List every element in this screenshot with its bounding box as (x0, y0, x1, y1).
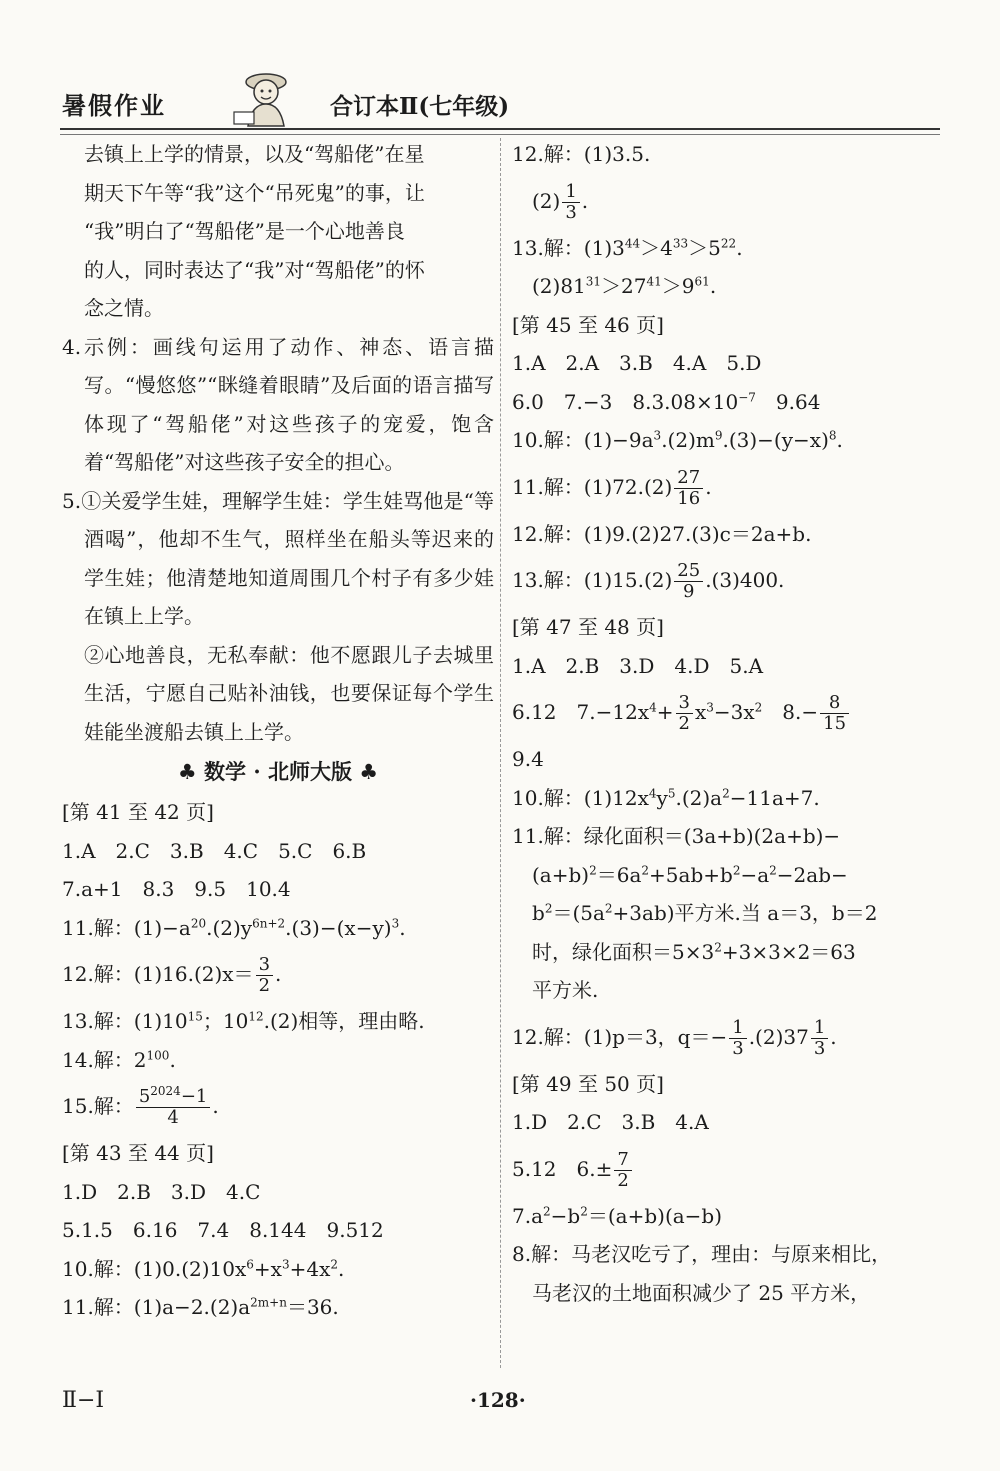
s41-q11: 11.解：$(1)-a^{20}.(2)y^{6n+2}.(3)-(x-y)^3$. (62, 915, 406, 940)
fraction: $\frac{5^{2024}-1}{4}$ (136, 1087, 211, 1128)
s49-line1: 1.D 2.C 3.B 4.A (512, 1110, 709, 1134)
r-q12b: (2) $\frac{1}{3}$ . (532, 180, 589, 223)
s49-q8-l2: 马老汉的土地面积减少了 25 平方米， (532, 1280, 871, 1305)
subject-heading: ♣ 数学 · 北师大版 ♣ (177, 759, 379, 784)
answer-3-cont: 去镇上上学的情景，以及“驾船佬”在星 期天下午等“我”这个“吊死鬼”的事，让 “我”明白了“驾船佬”是一个心地善良 的人，同时表达了“我”对“驾船佬”的怀 念之情。 (84, 142, 425, 320)
section-47-title: [第 47 至 48 页] (512, 615, 664, 639)
s47-line2: 6.12 $7.-12x^4+$ $\frac{3}{2}$ $x^3-3x^2$ 8.− $\frac{8}{15}$ (512, 685, 944, 740)
s47-q10: 10.解：$(1)12x^4y^5.(2)a^2-11a+7$. (512, 785, 820, 810)
s41-q12: 12.解：(1)16.(2)x＝ $\frac{3}{2}$ . (62, 954, 282, 996)
s41-q13: 13.解：$(1)10^{15}$；$10^{12}.(2)$相等，理由略. (62, 1009, 425, 1033)
brand-title: 暑假作业 (62, 91, 166, 120)
footer-code: Ⅱ−Ⅰ (62, 1388, 105, 1413)
s45-q10: 10.解：$(1)-9a^3.(2)m^9.(3)-(y-x)^8$. (512, 428, 843, 452)
section-45-title: [第 45 至 46 页] (512, 312, 664, 337)
section-43-title: [第 43 至 44 页] (62, 1141, 214, 1165)
s41-line2: 7.a+1 8.3 9.5 10.4 (62, 877, 291, 901)
s49-q8-l1: 8.解：马老汉吃亏了，理由：与原来相比， (512, 1242, 892, 1266)
r-q12a: 12.解：(1)3.5. (512, 142, 651, 166)
s43-q10: 10.解：$(1)0.(2)10x^6+x^3+4x^2$. (62, 1256, 345, 1281)
fraction: $\frac{25}{9}$ (674, 561, 703, 602)
s43-line1: 1.D 2.B 3.D 4.C (62, 1179, 261, 1204)
fraction: $\frac{3}{2}$ (676, 693, 693, 734)
s47-line3: 9.4 (512, 747, 544, 771)
s47-q11-l1: 11.解：绿化面积＝(3a+b)(2a+b)− (512, 824, 841, 848)
section-41-title: [第 41 至 42 页] (62, 800, 214, 824)
s45-line2: 6.0 7.−3 $8.3.08\times 10^{-7}$ 9.64 (512, 389, 821, 414)
s45-q12: 12.解：(1)9.(2)27.(3)c＝2a+b. (512, 521, 812, 546)
s41-line1: 1.A 2.C 3.B 4.C 5.C 6.B (62, 838, 367, 863)
header-rule (60, 128, 940, 135)
s47-q11-l5: 平方米. (532, 978, 599, 1002)
fraction: $\frac{1}{3}$ (811, 1018, 828, 1059)
fraction: $\frac{7}{2}$ (614, 1150, 631, 1191)
r-q13a: 13.解：$(1)3^{44}>4^{33}>5^{22}$. (512, 235, 743, 260)
column-divider (500, 138, 501, 1368)
page-header (60, 60, 940, 130)
fraction: $\frac{8}{15}$ (820, 693, 849, 734)
edition-title: 合订本Ⅱ(七年级) (330, 93, 510, 120)
s45-line1: 1.A 2.A 3.B 4.A 5.D (512, 351, 762, 375)
s41-q14: 14.解：$2^{100}$. (62, 1047, 176, 1072)
fraction: $\frac{3}{2}$ (256, 955, 273, 996)
s47-line1: 1.A 2.B 3.D 4.D 5.A (512, 653, 764, 678)
s43-line2: 5.1.5 6.16 7.4 8.144 9.512 (62, 1218, 384, 1242)
fraction: $\frac{1}{3}$ (729, 1018, 746, 1059)
answer-4: 4.示例：画线句运用了动作、神态、语言描写。“慢悠悠”“眯缝着眼睛”及后面的语言描写体现了“驾船佬”对这些孩子的宠爱，饱含着“驾船佬”对这些孩子安全的担心。 (62, 334, 494, 474)
fraction: $\frac{1}{3}$ (562, 182, 579, 223)
s49-line3: $7.a^2-b^2=(a+b)(a-b)$ (512, 1203, 723, 1228)
answer-5b: ②心地善良，无私奉献：他不愿跟儿子去城里生活，宁愿自己贴补油钱，也要保证每个学生娃能坐渡船去镇上上学。 (84, 642, 494, 744)
fraction: $\frac{27}{16}$ (674, 468, 703, 509)
s47-q11-l2: $(a+b)^2=6a^2+5ab+b^2-a^2-2ab-$ (532, 862, 848, 887)
s47-q11-l3: $b^2=(5a^2+3ab)$平方米.当 a＝3，b＝2 (532, 901, 878, 925)
s43-q11: 11.解：$(1)a-2.(2)a^{2m+n}=36$. (62, 1295, 339, 1319)
s47-q12: 12.解：(1)p＝3，q＝− $\frac{1}{3}$ .(2)37 $\frac{1}{3}$ . (512, 1016, 837, 1059)
s45-q13: 13.解：(1)15.(2) $\frac{25}{9}$ .(3)400. (512, 560, 785, 602)
section-49-title: [第 49 至 50 页] (512, 1071, 664, 1096)
s45-q11: 11.解：(1)72.(2) $\frac{27}{16}$ . (512, 466, 712, 509)
s49-line2: 5.12 6.± $\frac{7}{2}$ (512, 1142, 944, 1197)
left-column (62, 135, 494, 1327)
answer-5a: 5.①关爱学生娃，理解学生娃：学生娃骂他是“等酒喝”，他却不生气，照样坐在船头等迟来的学生娃；他清楚地知道周围几个村子有多少娃在镇上上学。 (62, 488, 494, 628)
page-number: ·128· (470, 1388, 526, 1412)
s41-q15: 15.解： $\frac{5^{2024}-1}{4}$ . (62, 1084, 219, 1128)
mascot-illustration (230, 60, 300, 130)
s47-q11-l4: 时，绿化面积$=5\times 3^2+3\times 3\times 2=63$ (532, 939, 856, 964)
right-column (512, 135, 944, 1312)
r-q13b: $(2)81^{31}>27^{41}>9^{61}$. (532, 274, 717, 298)
